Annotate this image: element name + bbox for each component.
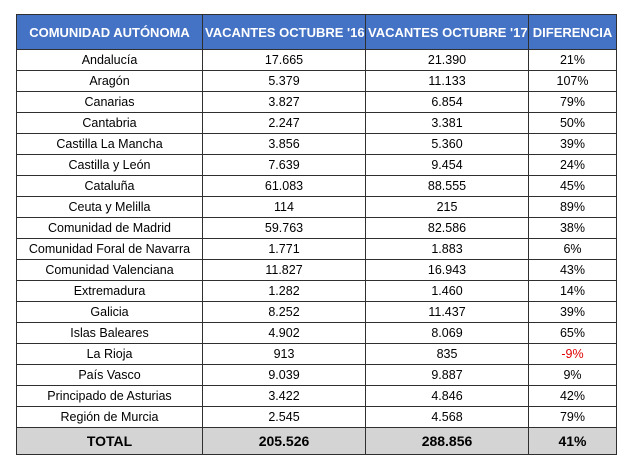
- cell-oct16: 7.639: [203, 155, 366, 176]
- cell-difference: 45%: [529, 176, 617, 197]
- cell-region: Comunidad Foral de Navarra: [17, 239, 203, 260]
- table-row: [17, 239, 617, 260]
- table-row: [17, 386, 617, 407]
- cell-oct17: 215: [366, 197, 529, 218]
- cell-difference: 107%: [529, 71, 617, 92]
- table-row: [17, 281, 617, 302]
- cell-oct16: 17.665: [203, 50, 366, 71]
- cell-difference: 89%: [529, 197, 617, 218]
- cell-region: País Vasco: [17, 365, 203, 386]
- total-oct17: 288.856: [366, 428, 529, 455]
- cell-region: Castilla La Mancha: [17, 134, 203, 155]
- cell-difference: 14%: [529, 281, 617, 302]
- table-row: [17, 218, 617, 239]
- cell-region: Andalucía: [17, 50, 203, 71]
- cell-region: Castilla y León: [17, 155, 203, 176]
- total-oct16: 205.526: [203, 428, 366, 455]
- cell-oct16: 11.827: [203, 260, 366, 281]
- cell-oct16: 61.083: [203, 176, 366, 197]
- cell-region: Cataluña: [17, 176, 203, 197]
- cell-region: Aragón: [17, 71, 203, 92]
- cell-oct16: 2.247: [203, 113, 366, 134]
- table-row: [17, 134, 617, 155]
- table-row: [17, 197, 617, 218]
- cell-oct17: 9.887: [366, 365, 529, 386]
- cell-oct16: 913: [203, 344, 366, 365]
- cell-oct17: 6.854: [366, 92, 529, 113]
- cell-difference: 50%: [529, 113, 617, 134]
- cell-difference: 79%: [529, 407, 617, 428]
- table-row: [17, 260, 617, 281]
- cell-oct17: 835: [366, 344, 529, 365]
- header-oct17: VACANTES OCTUBRE '17: [366, 15, 529, 50]
- cell-oct16: 59.763: [203, 218, 366, 239]
- total-row: [17, 428, 617, 455]
- cell-difference: 38%: [529, 218, 617, 239]
- cell-oct17: 11.437: [366, 302, 529, 323]
- cell-difference: 43%: [529, 260, 617, 281]
- cell-difference: 6%: [529, 239, 617, 260]
- table-row: [17, 344, 617, 365]
- cell-difference: 24%: [529, 155, 617, 176]
- cell-oct17: 21.390: [366, 50, 529, 71]
- vacancies-table: [16, 14, 617, 455]
- table-row: [17, 71, 617, 92]
- cell-region: Región de Murcia: [17, 407, 203, 428]
- cell-oct17: 1.883: [366, 239, 529, 260]
- cell-oct16: 9.039: [203, 365, 366, 386]
- cell-region: Canarias: [17, 92, 203, 113]
- cell-oct17: 4.846: [366, 386, 529, 407]
- header-region: COMUNIDAD AUTÓNOMA: [17, 15, 203, 50]
- cell-oct16: 4.902: [203, 323, 366, 344]
- cell-oct17: 5.360: [366, 134, 529, 155]
- cell-region: La Rioja: [17, 344, 203, 365]
- cell-oct16: 3.856: [203, 134, 366, 155]
- table-row: [17, 113, 617, 134]
- total-difference: 41%: [529, 428, 617, 455]
- table-body: [17, 50, 617, 428]
- table-row: [17, 365, 617, 386]
- cell-difference: 65%: [529, 323, 617, 344]
- cell-difference: 79%: [529, 92, 617, 113]
- header-difference: DIFERENCIA: [529, 15, 617, 50]
- table-row: [17, 407, 617, 428]
- header-row: [17, 15, 617, 50]
- cell-region: Islas Baleares: [17, 323, 203, 344]
- total-label: TOTAL: [17, 428, 203, 455]
- cell-oct16: 114: [203, 197, 366, 218]
- cell-difference: 21%: [529, 50, 617, 71]
- table-row: [17, 155, 617, 176]
- cell-difference: 39%: [529, 302, 617, 323]
- cell-oct17: 4.568: [366, 407, 529, 428]
- cell-region: Ceuta y Melilla: [17, 197, 203, 218]
- vacancies-table-container: [16, 14, 616, 455]
- cell-difference: 9%: [529, 365, 617, 386]
- cell-oct17: 3.381: [366, 113, 529, 134]
- cell-oct16: 8.252: [203, 302, 366, 323]
- cell-region: Extremadura: [17, 281, 203, 302]
- cell-oct17: 1.460: [366, 281, 529, 302]
- table-footer: [17, 428, 617, 455]
- cell-oct16: 3.827: [203, 92, 366, 113]
- cell-difference: 39%: [529, 134, 617, 155]
- cell-region: Cantabria: [17, 113, 203, 134]
- cell-oct17: 8.069: [366, 323, 529, 344]
- cell-oct17: 16.943: [366, 260, 529, 281]
- table-header: [17, 15, 617, 50]
- cell-oct17: 9.454: [366, 155, 529, 176]
- cell-oct16: 1.282: [203, 281, 366, 302]
- cell-oct17: 82.586: [366, 218, 529, 239]
- header-oct16: VACANTES OCTUBRE '16: [203, 15, 366, 50]
- cell-region: Comunidad Valenciana: [17, 260, 203, 281]
- table-row: [17, 323, 617, 344]
- cell-region: Comunidad de Madrid: [17, 218, 203, 239]
- cell-difference: -9%: [529, 344, 617, 365]
- cell-difference: 42%: [529, 386, 617, 407]
- cell-oct16: 1.771: [203, 239, 366, 260]
- cell-region: Principado de Asturias: [17, 386, 203, 407]
- table-row: [17, 176, 617, 197]
- table-row: [17, 50, 617, 71]
- cell-oct16: 2.545: [203, 407, 366, 428]
- cell-oct17: 11.133: [366, 71, 529, 92]
- cell-oct16: 5.379: [203, 71, 366, 92]
- table-row: [17, 302, 617, 323]
- cell-region: Galicia: [17, 302, 203, 323]
- table-row: [17, 92, 617, 113]
- cell-oct17: 88.555: [366, 176, 529, 197]
- cell-oct16: 3.422: [203, 386, 366, 407]
